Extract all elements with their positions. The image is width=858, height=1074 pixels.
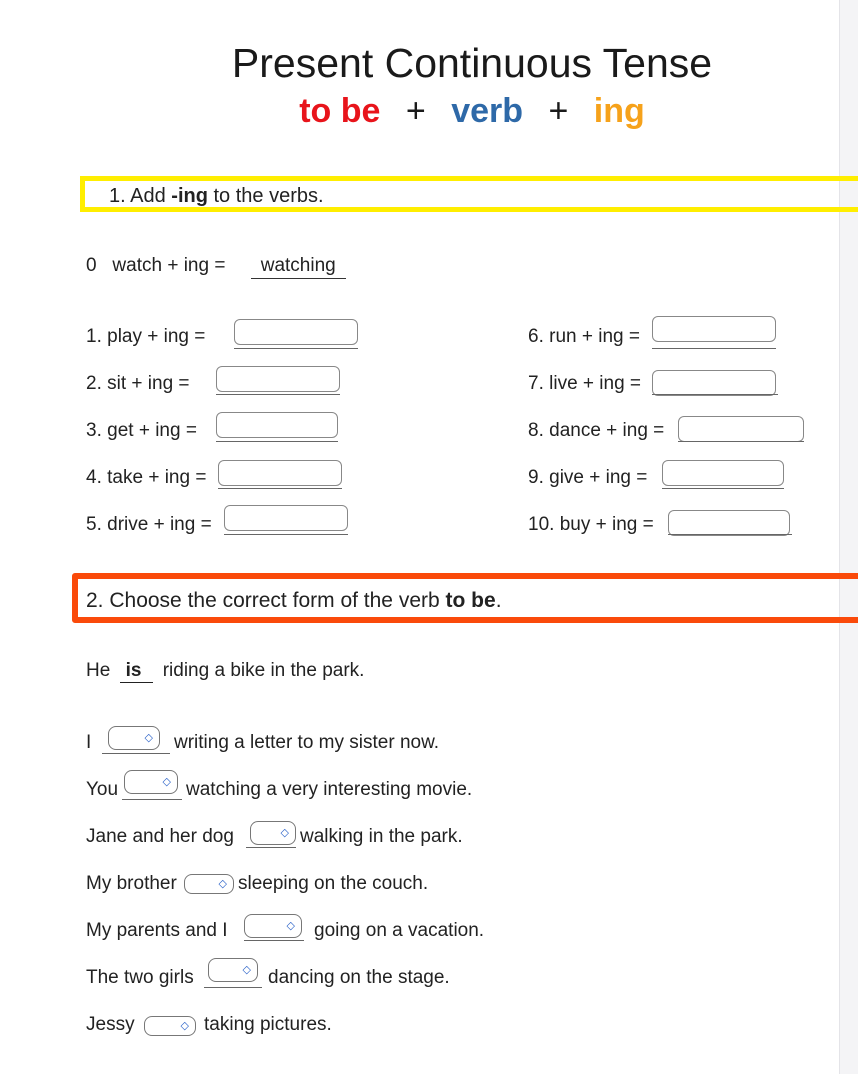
sentence-2-subject: You — [86, 779, 119, 800]
ing-item-6: 6. run + ing = — [528, 326, 640, 347]
answer-underline — [216, 441, 338, 442]
ing-item-8: 8. dance + ing = — [528, 420, 665, 441]
select-arrow-icon: ◇ — [180, 1020, 189, 1032]
to-be-select-7[interactable] — [144, 1016, 196, 1036]
ing-answer-input-3[interactable] — [216, 412, 338, 438]
formula-plus: + — [405, 92, 426, 130]
ing-item-2: 2. sit + ing = — [86, 373, 190, 394]
answer-underline — [652, 394, 778, 395]
ing-answer-input-10[interactable] — [668, 510, 790, 536]
tense-formula — [0, 92, 858, 131]
ing-answer-input-6[interactable] — [652, 316, 776, 342]
to-be-select-5[interactable] — [244, 914, 302, 938]
formula-verb: verb — [451, 92, 524, 130]
answer-underline — [216, 394, 340, 395]
to-be-select-2[interactable] — [124, 770, 178, 794]
sentence-6-subject: The two girls — [86, 967, 194, 988]
example-answer: watching — [251, 255, 346, 279]
ing-answer-input-2[interactable] — [216, 366, 340, 392]
answer-underline — [662, 488, 784, 489]
ing-item-9: 9. give + ing = — [528, 467, 648, 488]
ing-answer-input-4[interactable] — [218, 460, 342, 486]
select-arrow-icon: ◇ — [280, 827, 289, 839]
ing-answer-input-1[interactable] — [234, 319, 358, 345]
sentence-4-rest: sleeping on the couch. — [238, 873, 429, 894]
sentence-1-rest: writing a letter to my sister now. — [174, 732, 440, 753]
to-be-select-4[interactable] — [184, 874, 234, 894]
select-arrow-icon: ◇ — [286, 920, 295, 932]
ing-answer-input-7[interactable] — [652, 370, 776, 396]
to-be-select-6[interactable] — [208, 958, 258, 982]
answer-underline — [244, 940, 304, 941]
answer-underline — [246, 847, 296, 848]
formula-ing: ing — [593, 92, 645, 130]
example-1: 0 watch + ing = watching — [86, 255, 346, 279]
answer-underline — [668, 534, 792, 535]
to-be-select-1[interactable] — [108, 726, 160, 750]
answer-underline — [678, 441, 804, 442]
select-arrow-icon: ◇ — [144, 732, 153, 744]
example-2-answer: is — [120, 660, 154, 683]
sentence-7-subject: Jessy — [86, 1014, 135, 1035]
sentence-3-rest: walking in the park. — [300, 826, 463, 847]
example-2: He is riding a bike in the park. — [86, 660, 365, 681]
sentence-5-subject: My parents and I — [86, 920, 228, 941]
section-2-heading: 2. Choose the correct form of the verb to be. — [72, 573, 858, 623]
ing-item-4: 4. take + ing = — [86, 467, 207, 488]
ing-item-1: 1. play + ing = — [86, 326, 206, 347]
answer-underline — [224, 534, 348, 535]
page-title: Present Continuous Tense — [231, 40, 713, 86]
answer-underline — [218, 488, 342, 489]
formula-to-be: to be — [299, 92, 381, 130]
page-edge — [839, 0, 858, 1074]
sentence-4-subject: My brother — [86, 873, 177, 894]
sentence-3-subject: Jane and her dog — [86, 826, 234, 847]
sentence-6-rest: dancing on the stage. — [268, 967, 450, 988]
section-1-heading: 1. Add -ing to the verbs. — [80, 176, 858, 212]
select-arrow-icon: ◇ — [162, 776, 171, 788]
select-arrow-icon: ◇ — [242, 964, 251, 976]
ing-item-3: 3. get + ing = — [86, 420, 197, 441]
answer-underline — [204, 987, 262, 988]
answer-underline — [234, 348, 358, 349]
ing-answer-input-9[interactable] — [662, 460, 784, 486]
answer-underline — [122, 799, 182, 800]
formula-plus: + — [548, 92, 569, 130]
sentence-5-rest: going on a vacation. — [314, 920, 485, 941]
sentence-2-rest: watching a very interesting movie. — [186, 779, 473, 800]
answer-underline — [102, 753, 170, 754]
sentence-1-subject: I — [86, 732, 92, 753]
select-arrow-icon: ◇ — [218, 878, 227, 890]
ing-answer-input-5[interactable] — [224, 505, 348, 531]
ing-item-5: 5. drive + ing = — [86, 514, 212, 535]
to-be-select-3[interactable] — [250, 821, 296, 845]
ing-item-10: 10. buy + ing = — [528, 514, 654, 535]
answer-underline — [652, 348, 776, 349]
ing-item-7: 7. live + ing = — [528, 373, 642, 394]
ing-answer-input-8[interactable] — [678, 416, 804, 442]
sentence-7-rest: taking pictures. — [204, 1014, 332, 1035]
